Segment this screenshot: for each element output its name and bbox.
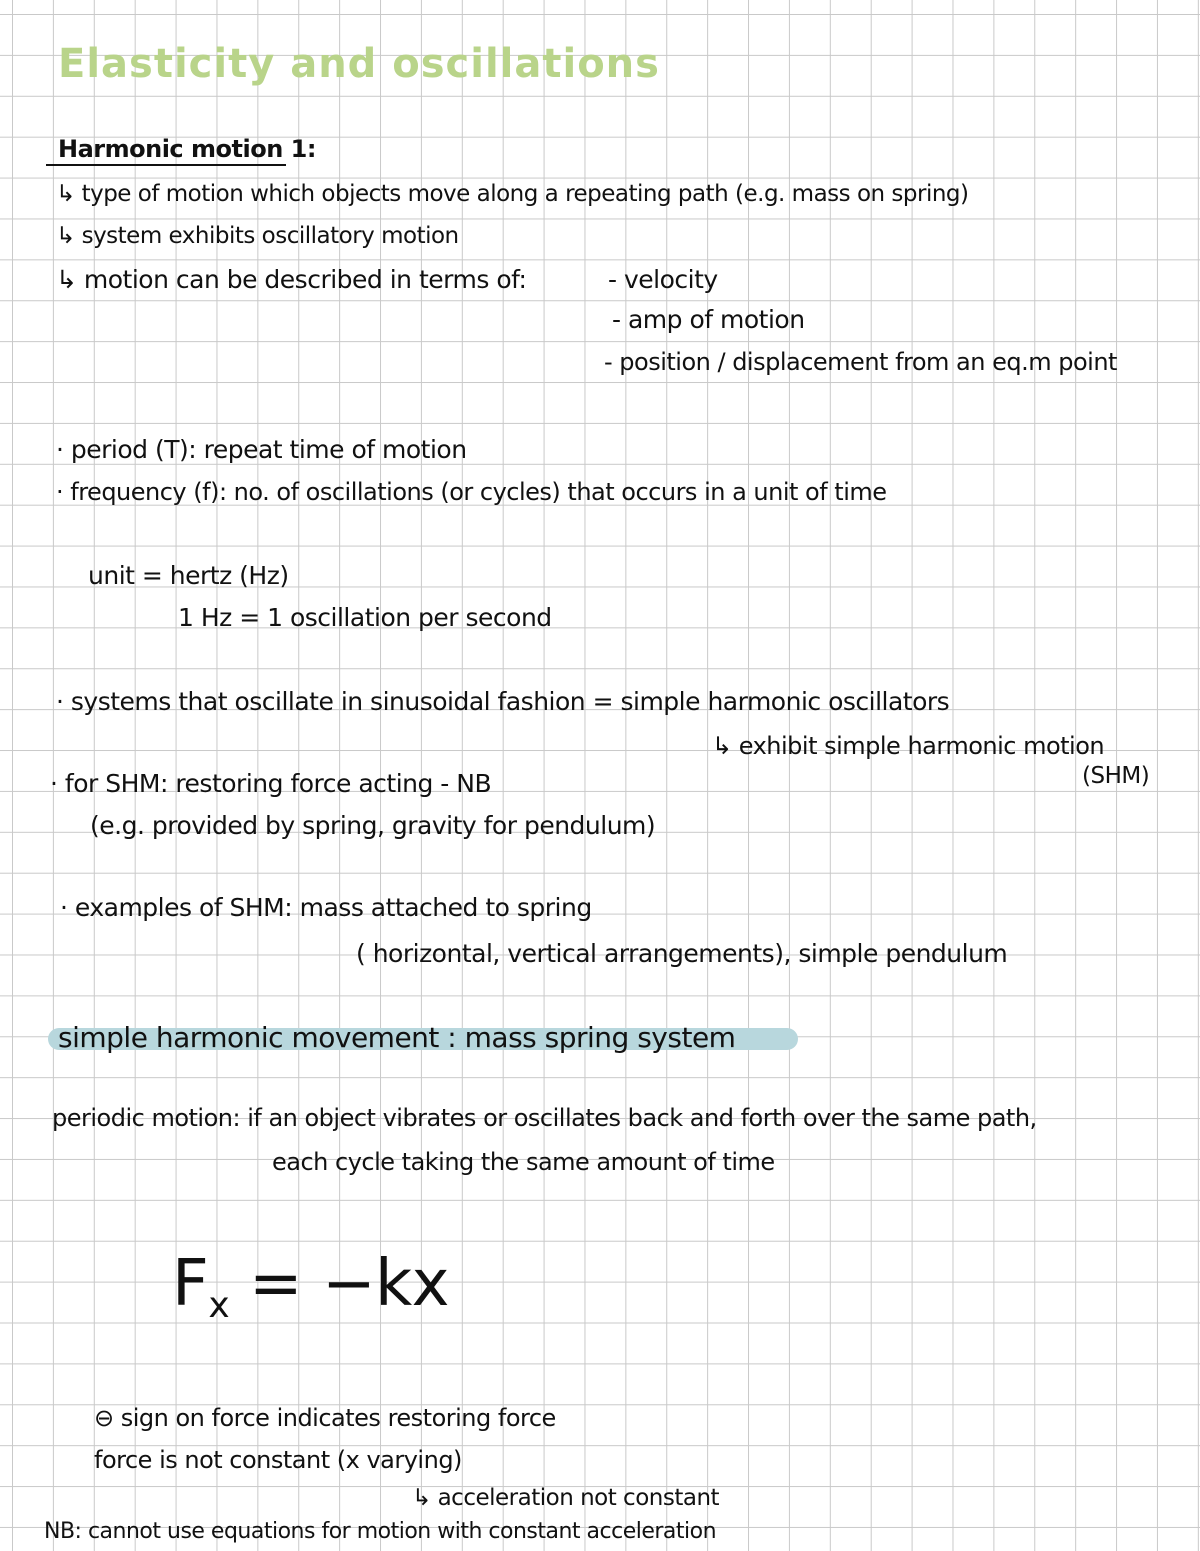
examples-subnote: ( horizontal, vertical arrangements), simple pendulum <box>356 939 1008 968</box>
periodic-motion-continued: each cycle taking the same amount of time <box>272 1148 775 1176</box>
unit-definition: 1 Hz = 1 oscillation per second <box>178 603 552 632</box>
shm-abbreviation: (SHM) <box>1082 763 1150 789</box>
section-heading-harmonic-motion: Harmonic motion 1: <box>58 135 316 163</box>
bullet-for-shm: · for SHM: restoring force acting - NB <box>50 769 492 798</box>
note-acceleration: ↳ acceleration not constant <box>412 1485 720 1511</box>
page-title: Elasticity and oscillations <box>58 41 660 87</box>
bullet-period: · period (T): repeat time of motion <box>56 435 467 464</box>
term-item: - position / displacement from an eq.m point <box>604 348 1117 376</box>
section-heading-mass-spring: simple harmonic movement : mass spring system <box>58 1021 736 1054</box>
note-sign: ⊖ sign on force indicates restoring force <box>94 1404 556 1432</box>
note-line: ↳ type of motion which objects move along a repeating path (e.g. mass on spring) <box>56 181 969 207</box>
term-item: - amp of motion <box>612 305 805 334</box>
bullet-systems: · systems that oscillate in sinusoidal fashion = simple harmonic oscillators <box>56 687 950 716</box>
formula-force: F <box>172 1247 209 1321</box>
note-line: ↳ motion can be described in terms of: <box>56 265 527 294</box>
periodic-motion-definition: periodic motion: if an object vibrates or oscillates back and forth over the same path, <box>52 1104 1037 1132</box>
term-item: - velocity <box>608 265 718 294</box>
hookes-law-formula <box>172 1248 449 1342</box>
unit-line: unit = hertz (Hz) <box>88 561 289 590</box>
bullet-frequency: · frequency (f): no. of oscillations (or cycles) that occurs in a unit of time <box>56 478 887 506</box>
formula-rhs: = −kx <box>229 1247 449 1321</box>
formula-subscript: x <box>208 1285 230 1326</box>
systems-subnote: ↳ exhibit simple harmonic motion <box>712 732 1105 760</box>
note-nb: NB: cannot use equations for motion with constant acceleration <box>44 1519 717 1544</box>
for-shm-subnote: (e.g. provided by spring, gravity for pendulum) <box>90 811 656 840</box>
note-force: force is not constant (x varying) <box>94 1446 462 1474</box>
heading-underline <box>46 164 286 166</box>
note-line: ↳ system exhibits oscillatory motion <box>56 223 459 249</box>
bullet-examples: · examples of SHM: mass attached to spring <box>60 893 592 922</box>
